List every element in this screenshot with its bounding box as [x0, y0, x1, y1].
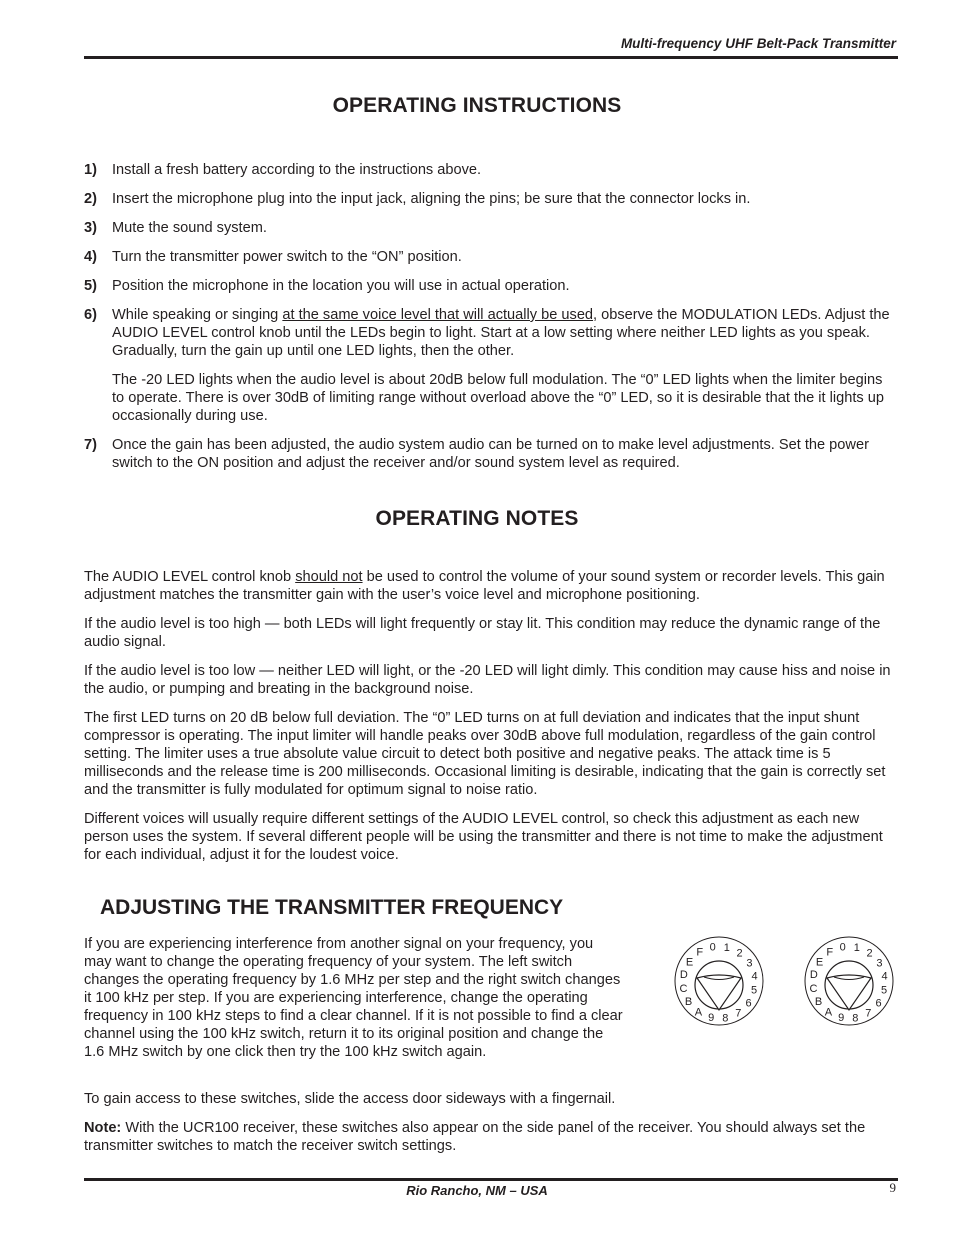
left-rotary-switch [674, 936, 764, 1026]
step-number: 6) [84, 307, 97, 323]
step-number: 4) [84, 249, 97, 265]
step-text: Position the microphone in the location you will use in actual operation. [112, 278, 570, 294]
operating-notes-body [84, 568, 898, 875]
notes-paragraph: If the audio level is too high — both LEDs will light frequently or stay lit. This condition may reduce the dynamic range of the audio signal. [84, 616, 881, 650]
step-paragraph [112, 306, 898, 360]
access-paragraph: To gain access to these switches, slide the access door sideways with a fingernail. [84, 1091, 616, 1107]
right-rotary-switch [804, 936, 894, 1026]
frequency-notes [84, 1090, 898, 1166]
note-label: Note: [84, 1120, 122, 1136]
dial-label: 1 [853, 941, 860, 954]
dial-label: 5 [751, 984, 758, 997]
list-item [84, 219, 898, 237]
dial-label: F [696, 946, 704, 959]
list-item [84, 190, 898, 208]
dial-label: D [679, 969, 688, 982]
dial-label: 3 [746, 957, 753, 970]
list-item [84, 306, 898, 425]
text-run: , observe the MODULATION LEDs. Adjust the AUDIO LEVEL control knob until the LEDs begin to light. Start at a low setting where neither LED lights as you speak. Gradually, turn the gain up until one LED lights, then the other. [112, 307, 890, 359]
frequency-paragraph: If you are experiencing interference from another signal on your frequency, you may want to change the operating frequency of your system. The left switch changes the operating frequency by 1.6 MHz per step and the right switch changes it 100 kHz per step. If you are experiencing interference, change the operating frequency in 100 kHz steps to find a clear channel. If it is not possible to find a clear channel using the 100 kHz switch, return it to its original position and change the 1.6 MHz switch by one click then try the 100 kHz switch again. [84, 936, 623, 1060]
list-item [84, 248, 898, 266]
rotary-switch-diagram [804, 936, 894, 1026]
dial-label: 6 [875, 997, 882, 1010]
footer-rule [84, 1178, 898, 1181]
notes-paragraph: Different voices will usually require different settings of the AUDIO LEVEL control, so check this adjustment as each new person uses the system. If several different people will be using the transmitter and there is not time to make the adjustment for each individual, adjust it for the loudest voice. [84, 811, 883, 863]
dial-label: 6 [745, 997, 752, 1010]
text-run: While speaking or singing [112, 307, 283, 323]
list-item [84, 277, 898, 295]
step-text: Mute the sound system. [112, 220, 267, 236]
dial-label: 1 [723, 941, 730, 954]
underlined-text: should not [295, 569, 363, 585]
running-header: Multi-frequency UHF Belt-Pack Transmitter [620, 36, 896, 51]
instruction-list [84, 161, 898, 483]
dial-label: 9 [708, 1012, 715, 1025]
notes-paragraph: The first LED turns on 20 dB below full deviation. The “0” LED turns on at full deviation and indicates that the input shunt compressor is operating. The input limiter will handle peaks over 30dB above full modulation, regardless of the gain control setting. The limiter uses a true absolute value circuit to detect both positive and negative peaks. The attack time is 5 milliseconds and the release time is 200 milliseconds. Occasional limiting is desirable, indicating that the gain is correctly set and the transmitter is fully modulated for optimum signal to noise ratio. [84, 710, 886, 798]
text-run: The AUDIO LEVEL control knob [84, 569, 296, 585]
footer-location: Rio Rancho, NM – USA [406, 1183, 548, 1198]
frequency-heading: ADJUSTING THE TRANSMITTER FREQUENCY [100, 896, 564, 919]
dial-label: 2 [866, 947, 873, 960]
dial-label: 9 [838, 1012, 845, 1025]
dial-label: C [679, 983, 688, 996]
operating-instructions-heading: OPERATING INSTRUCTIONS [332, 94, 622, 117]
dial-label: 3 [876, 957, 883, 970]
note-text: With the UCR100 receiver, these switches also appear on the side panel of the receiver. You should always set the transmitter switches to match the receiver switch settings. [84, 1120, 866, 1154]
dial-label: B [684, 996, 693, 1009]
list-item [84, 161, 898, 179]
header-rule [84, 56, 898, 59]
step-text: Install a fresh battery according to the instructions above. [112, 162, 482, 178]
dial-label: 5 [881, 984, 888, 997]
dial-label: 2 [736, 947, 743, 960]
step-number: 5) [84, 278, 97, 294]
dial-label: E [815, 956, 824, 969]
dial-label: 8 [722, 1012, 729, 1025]
dial-label: 4 [751, 970, 758, 983]
step-paragraph: The -20 LED lights when the audio level is about 20dB below full modulation. The “0” LED lights when the limiter begins to operate. There is over 30dB of limiting range without overload above the “0” LED, so it is desirable that the it lights up occasionally during use. [112, 372, 885, 424]
dial-label: A [694, 1006, 703, 1019]
note-paragraph [84, 1119, 898, 1155]
dial-label: 7 [735, 1007, 742, 1020]
dial-label: E [685, 956, 694, 969]
dial-label: B [814, 996, 823, 1009]
operating-notes-heading: OPERATING NOTES [375, 507, 579, 530]
dial-label: 4 [881, 970, 888, 983]
dial-label: 7 [865, 1007, 872, 1020]
step-text: Once the gain has been adjusted, the audio system audio can be turned on to make level adjustments. Set the power switch to the ON position and adjust the receiver and/or sound system level as required. [112, 437, 869, 471]
text-run: be used to control the volume of your sound system or recorder levels. This gain adjustment matches the transmitter gain with the user’s voice level and microphone positioning. [84, 569, 885, 603]
step-text: Insert the microphone plug into the input jack, aligning the pins; be sure that the connector locks in. [112, 191, 751, 207]
step-number: 1) [84, 162, 97, 178]
dial-label: 0 [709, 941, 716, 954]
step-number: 3) [84, 220, 97, 236]
page-number: 9 [889, 1180, 896, 1195]
dial-label: A [824, 1006, 833, 1019]
step-number: 2) [84, 191, 97, 207]
dial-label: 0 [839, 941, 846, 954]
underlined-text: at the same voice level that will actually be used [282, 307, 594, 323]
dial-label: F [826, 946, 834, 959]
notes-paragraph: If the audio level is too low — neither LED will light, or the -20 LED will light dimly. This condition may cause hiss and noise in the audio, or pumping and breating in the background noise. [84, 663, 891, 697]
step-number: 7) [84, 437, 97, 453]
step-text [112, 306, 898, 425]
list-item [84, 436, 898, 472]
step-text: Turn the transmitter power switch to the “ON” position. [112, 249, 462, 265]
rotary-switch-diagram [674, 936, 764, 1026]
dial-label: 8 [852, 1012, 859, 1025]
dial-label: D [809, 969, 818, 982]
notes-paragraph [84, 568, 898, 604]
dial-label: C [809, 983, 818, 996]
